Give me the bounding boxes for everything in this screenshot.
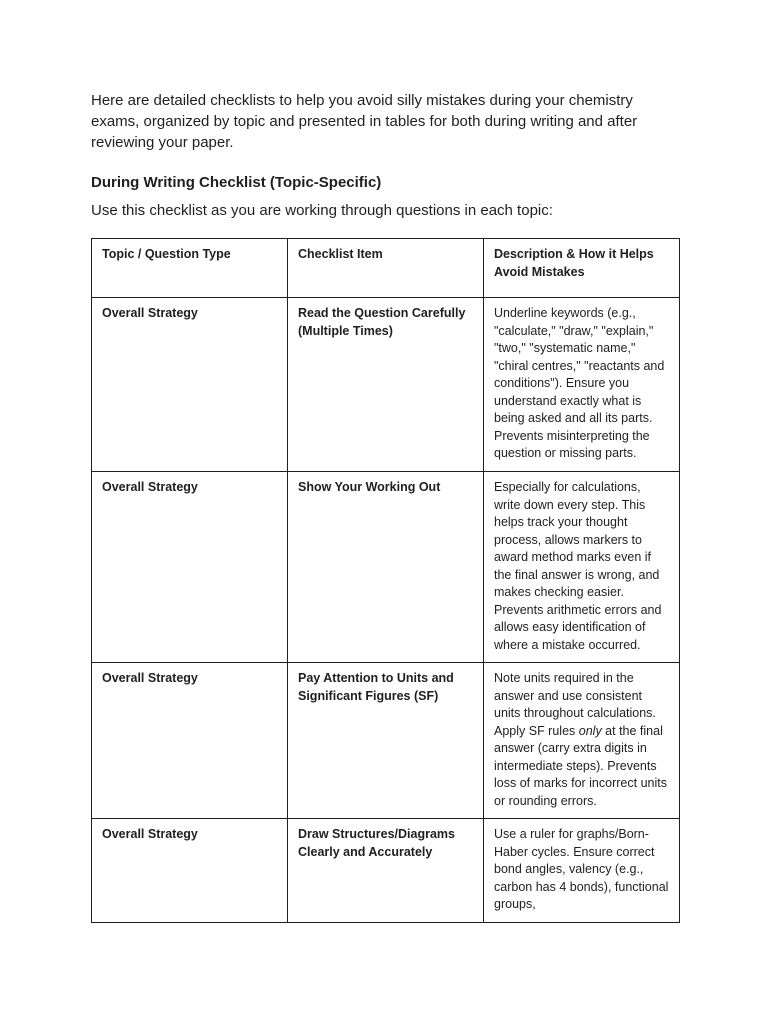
cell-topic: Overall Strategy bbox=[92, 298, 288, 472]
document-page bbox=[91, 90, 681, 911]
table-header-row bbox=[92, 239, 680, 298]
cell-topic: Overall Strategy bbox=[92, 472, 288, 663]
cell-topic: Overall Strategy bbox=[92, 819, 288, 923]
table-row bbox=[92, 298, 680, 472]
cell-description: Underline keywords (e.g., "calculate," "draw," "explain," "two," "systematic name," "chiral centres," "reactants and conditions"). Ensure you understand exactly what is being asked and all its parts. Prevents misinterpreting the question or missing parts. bbox=[484, 298, 680, 472]
checklist-table bbox=[91, 238, 680, 923]
cell-description: Use a ruler for graphs/Born-Haber cycles. Ensure correct bond angles, valency (e.g., carbon has 4 bonds), functional groups, bbox=[484, 819, 680, 923]
cell-item: Read the Question Carefully (Multiple Times) bbox=[288, 298, 484, 472]
table-row bbox=[92, 472, 680, 663]
description-text: Note units required in the answer and use consistent units throughout calculations. Apply SF rules bbox=[494, 671, 656, 738]
cell-description bbox=[484, 663, 680, 819]
intro-paragraph: Here are detailed checklists to help you avoid silly mistakes during your chemistry exams, organized by topic and presented in tables for both during writing and after reviewing your paper. bbox=[91, 92, 638, 151]
lead-paragraph: Use this checklist as you are working through questions in each topic: bbox=[91, 202, 553, 219]
cell-item: Pay Attention to Units and Significant Figures (SF) bbox=[288, 663, 484, 819]
cell-item: Draw Structures/Diagrams Clearly and Accurately bbox=[288, 819, 484, 923]
table-row bbox=[92, 819, 680, 923]
cell-topic: Overall Strategy bbox=[92, 663, 288, 819]
cell-item: Show Your Working Out bbox=[288, 472, 484, 663]
column-header-description: Description & How it Helps Avoid Mistakes bbox=[484, 239, 680, 298]
cell-description: Especially for calculations, write down every step. This helps track your thought process, allows markers to award method marks even if the final answer is wrong, and makes checking easier. Prevents arithmetic errors and allows easy identification of where a mistake occurred. bbox=[484, 472, 680, 663]
column-header-item: Checklist Item bbox=[288, 239, 484, 298]
description-text: at the final answer (carry extra digits in intermediate steps). Prevents loss of marks for incorrect units or rounding errors. bbox=[494, 723, 667, 808]
column-header-topic: Topic / Question Type bbox=[92, 239, 288, 298]
emphasis-text: only bbox=[578, 723, 602, 738]
table-row bbox=[92, 663, 680, 819]
section-heading: During Writing Checklist (Topic-Specific) bbox=[91, 174, 382, 191]
